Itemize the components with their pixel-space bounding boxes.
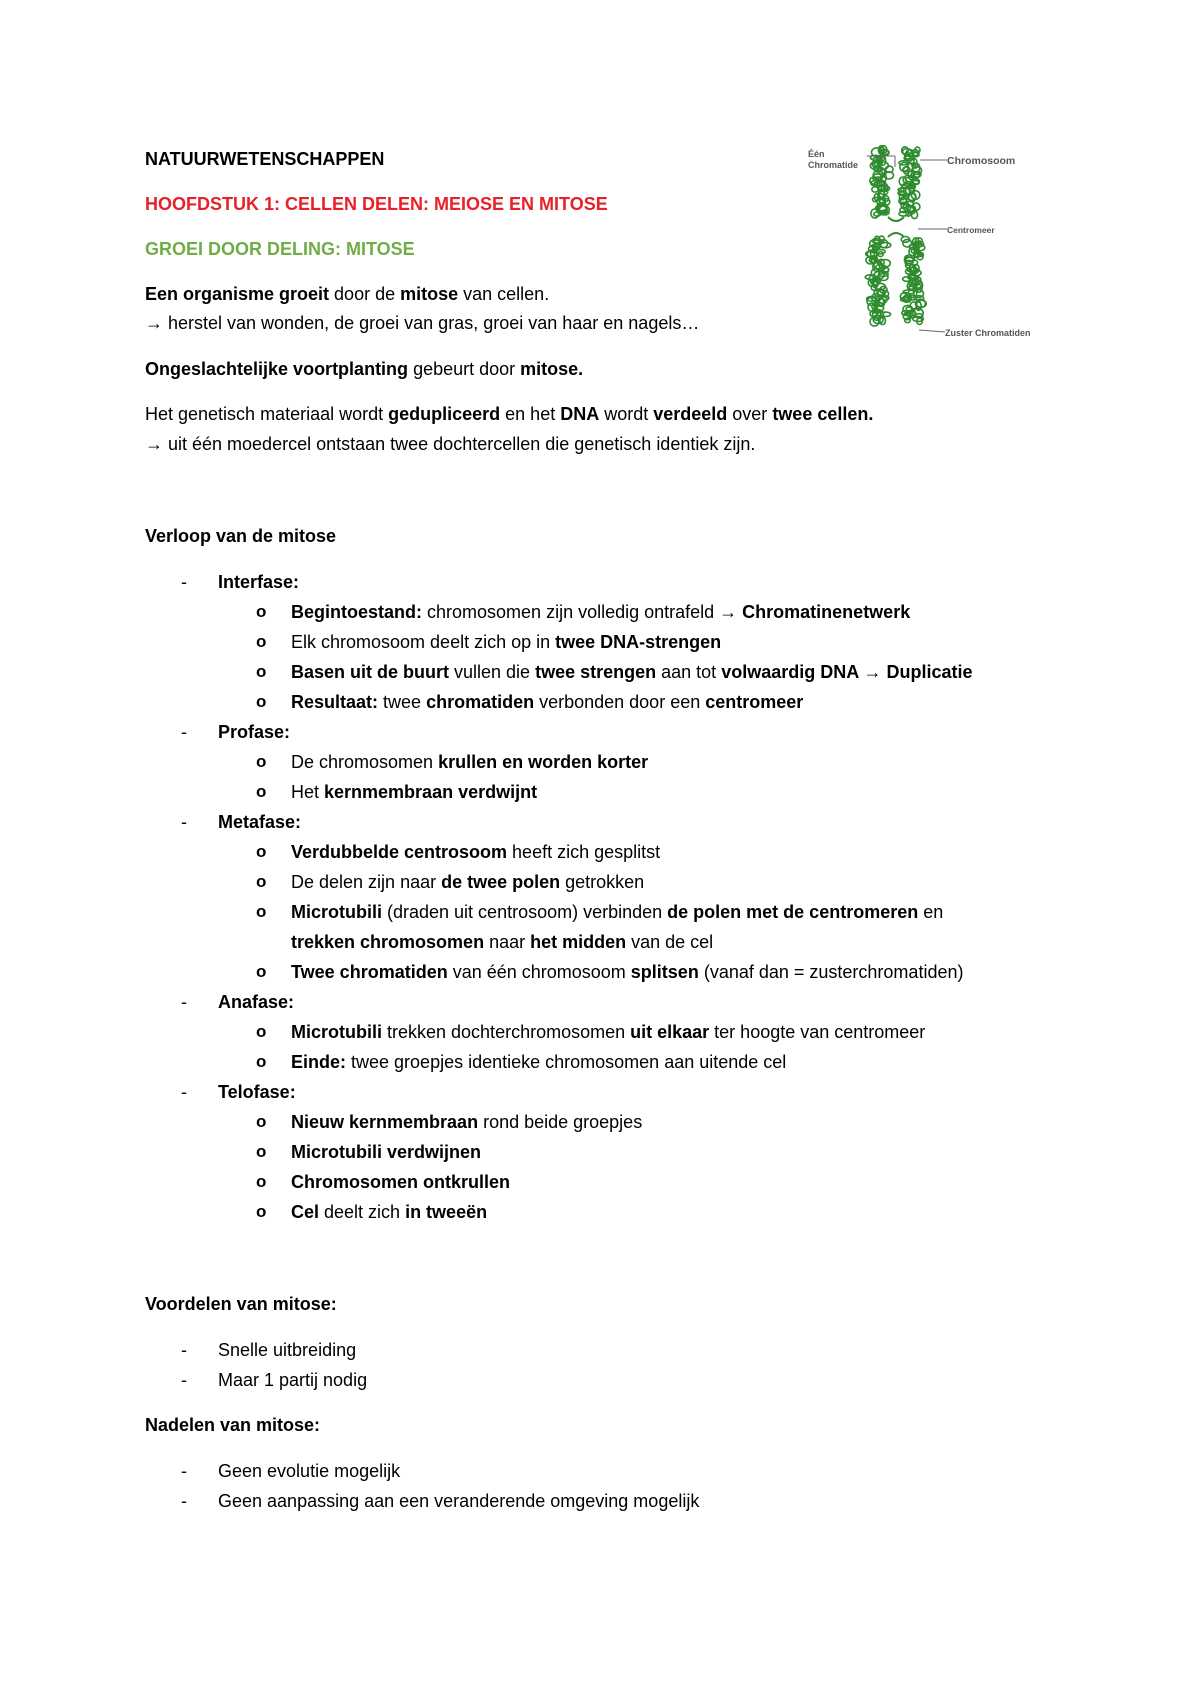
pointer-line-zuster — [919, 330, 945, 332]
list-item: o Microtubili (draden uit centrosoom) verbinden de polen met de centromeren en — [256, 902, 944, 922]
dash-bullet: - — [181, 992, 187, 1012]
dash-bullet: - — [181, 572, 187, 592]
voordelen-heading: Voordelen van mitose: — [145, 1294, 337, 1314]
chromosome-illustration — [800, 145, 1050, 345]
phase-anafase — [145, 991, 1065, 1013]
chromosome-diagram — [800, 145, 1050, 345]
intro-line-3: Ongeslachtelijke voortplanting gebeurt door mitose. — [145, 359, 584, 379]
chromosome-shape — [865, 146, 926, 327]
list-item: - Geen aanpassing aan een veranderende omgeving mogelijk — [181, 1491, 700, 1511]
list-item: o Microtubili trekken dochterchromosomen uit elkaar ter hoogte van centromeer — [256, 1022, 926, 1042]
list-item: o Chromosomen ontkrullen — [256, 1172, 511, 1192]
label-een: Één — [808, 149, 825, 159]
chromatin-loop — [903, 239, 912, 247]
intro-line-4: Het genetisch materiaal wordt gedupliceerd en het DNA wordt verdeeld over twee cellen. — [145, 404, 874, 424]
chapter-heading: HOOFDSTUK 1: CELLEN DELEN: MEIOSE EN MITOSE — [145, 194, 608, 214]
dash-bullet: - — [181, 722, 187, 742]
list-item: o Resultaat: twee chromatiden verbonden door een centromeer — [256, 692, 804, 712]
list-item: o Nieuw kernmembraan rond beide groepjes — [256, 1112, 643, 1132]
list-item: o Twee chromatiden van één chromosoom splitsen (vanaf dan = zusterchromatiden) — [256, 962, 964, 982]
dash-bullet: - — [181, 1082, 187, 1102]
list-item: o Microtubili verdwijnen — [256, 1142, 482, 1162]
list-item: o Verdubbelde centrosoom heeft zich gesplitst — [256, 842, 661, 862]
list-item: o Elk chromosoom deelt zich op in twee DNA-strengen — [256, 632, 722, 652]
list-item: - Geen evolutie mogelijk — [181, 1461, 401, 1481]
phase-label: Telofase: — [218, 1082, 296, 1102]
list-item: o Cel deelt zich in tweeën — [256, 1202, 488, 1222]
nadelen-heading: Nadelen van mitose: — [145, 1415, 321, 1435]
phase-label: Anafase: — [218, 992, 295, 1012]
centromere-shape — [888, 217, 904, 237]
phase-interfase — [145, 571, 1065, 593]
label-chromosoom: Chromosoom — [947, 155, 1016, 167]
list-item: o Het kernmembraan verdwijnt — [256, 782, 538, 802]
intro-line-2: → herstel van wonden, de groei van gras, groei van haar en nagels… — [145, 313, 700, 333]
list-item: - Maar 1 partij nodig — [181, 1370, 368, 1390]
phase-profase — [145, 721, 1065, 743]
label-centromeer: Centromeer — [947, 225, 995, 235]
phase-metafase — [145, 811, 1065, 833]
list-item: o De chromosomen krullen en worden korter — [256, 752, 649, 772]
chromatin-loop — [872, 187, 878, 192]
verloop-heading: Verloop van de mitose — [145, 526, 337, 546]
label-chromatide: Chromatide — [808, 160, 859, 170]
phase-label: Metafase: — [218, 812, 302, 832]
chromatin-loop — [881, 312, 891, 316]
dash-bullet: - — [181, 812, 187, 832]
chromatin-loop — [874, 212, 881, 216]
list-item-continued: trekken chromosomen naar het midden van de cel — [291, 932, 714, 952]
document-title: NATUURWETENSCHAPPEN — [145, 149, 385, 169]
list-item: o Basen uit de buurt vullen die twee strengen aan tot volwaardig DNA → Duplicatie — [256, 662, 973, 682]
list-item: o Einde: twee groepjes identieke chromosomen aan uitende cel — [256, 1052, 787, 1072]
intro-line-5: → uit één moedercel ontstaan twee dochtercellen die genetisch identiek zijn. — [145, 434, 756, 454]
intro-line-1: Een organisme groeit door de mitose van cellen. — [145, 284, 550, 304]
label-zuster: Zuster Chromatiden — [945, 328, 1031, 338]
phase-label: Interfase: — [218, 572, 300, 592]
list-item: o De delen zijn naar de twee polen getrokken — [256, 872, 645, 892]
list-item: o Begintoestand: chromosomen zijn volledig ontrafeld → Chromatinenetwerk — [256, 602, 911, 622]
section-heading: GROEI DOOR DELING: MITOSE — [145, 239, 415, 259]
phase-telofase — [145, 1081, 1065, 1103]
list-item: - Snelle uitbreiding — [181, 1340, 357, 1360]
phase-label: Profase: — [218, 722, 291, 742]
